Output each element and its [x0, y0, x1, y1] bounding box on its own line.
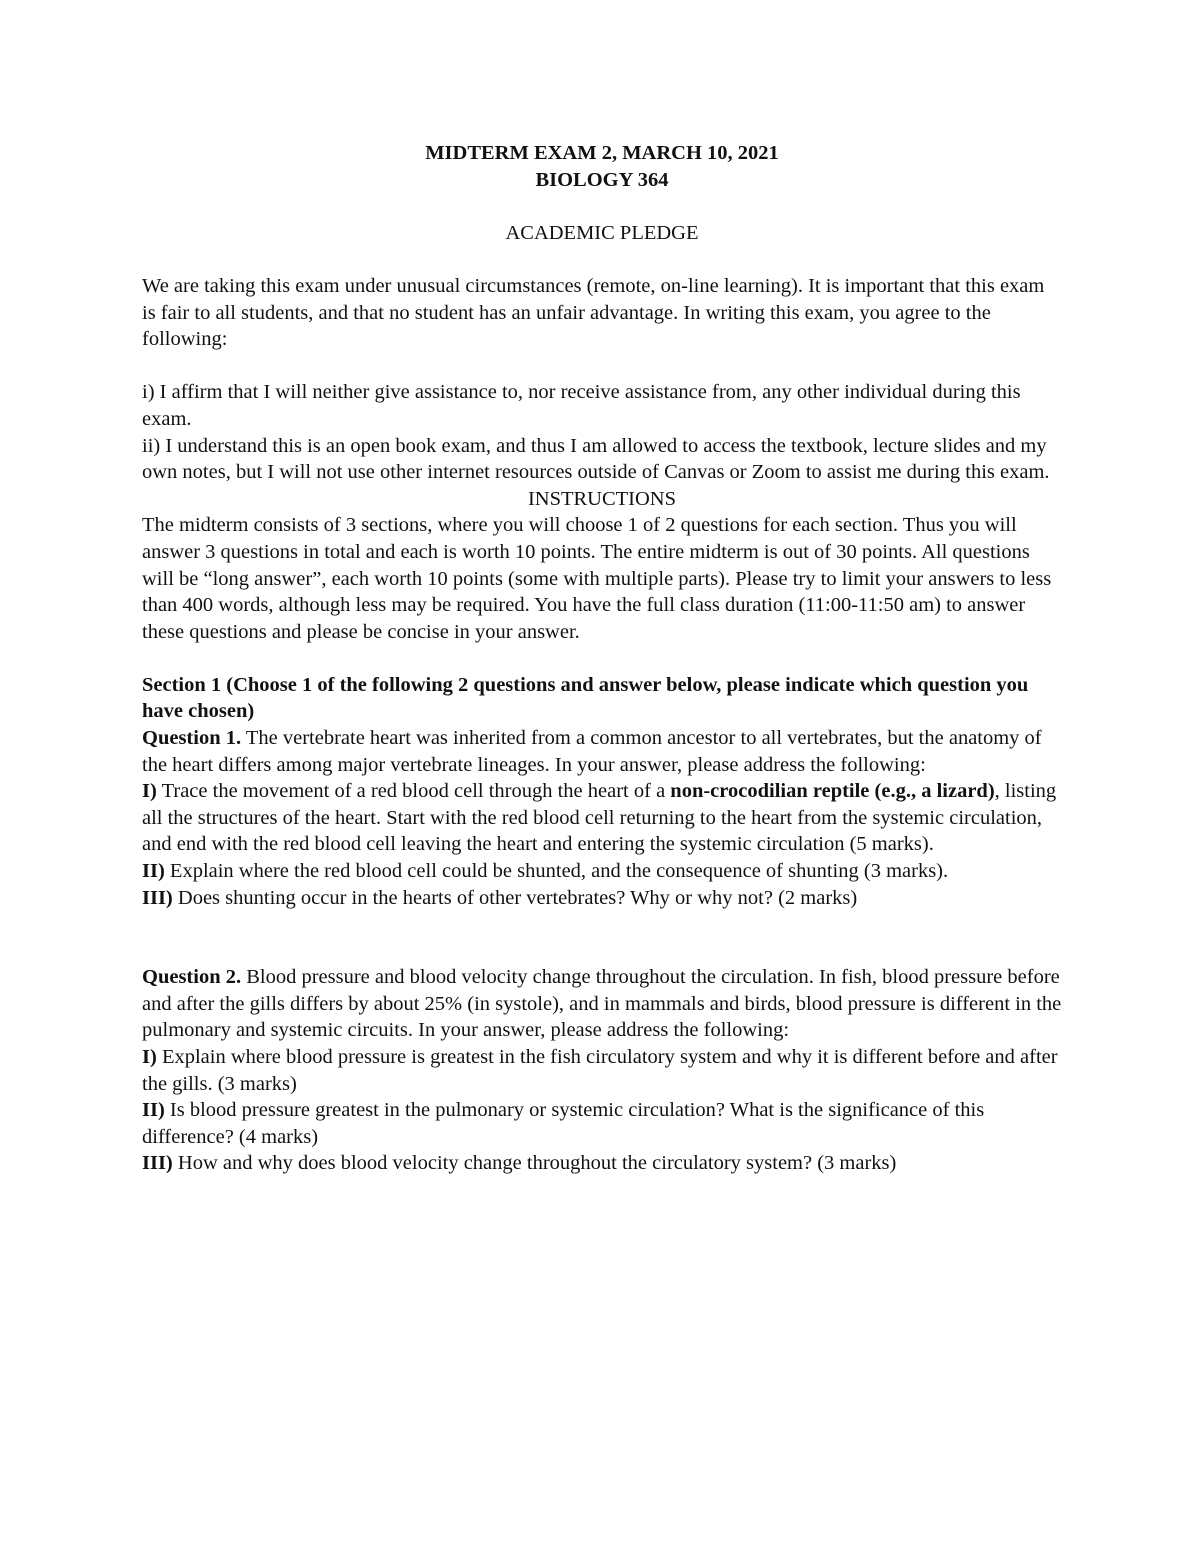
part-label: III): [142, 1152, 173, 1175]
part-text: Does shunting occur in the hearts of other vertebrates? Why or why not? (2 marks): [172, 886, 858, 909]
part-label: I): [142, 780, 157, 803]
part-label: II): [142, 1099, 165, 1122]
question-1-part-1: [142, 778, 1062, 858]
question-1-text: The vertebrate heart was inherited from a common ancestor to all vertebrates, but the anatomy of the heart differs among major vertebrate lineages. In your answer, please address the following:: [142, 727, 1042, 776]
question-2: [142, 964, 1062, 1044]
pledge-intro: We are taking this exam under unusual circumstances (remote, on-line learning). It is important that this exam is fair to all students, and that no student has an unfair advantage. In writing this exam, you agree to the following:: [142, 274, 1045, 351]
exam-title: MIDTERM EXAM 2, MARCH 10, 2021: [425, 142, 779, 164]
question-2-part-3: [142, 1150, 1062, 1177]
part-text: Is blood pressure greatest in the pulmonary or systemic circulation? What is the significance of this difference? (4 marks): [142, 1099, 985, 1148]
exam-document: [142, 140, 1062, 1177]
pledge-item-1: i) I affirm that I will neither give assistance to, nor receive assistance from, any other individual during this exam.: [142, 381, 1021, 430]
course-code: BIOLOGY 364: [535, 168, 669, 191]
part-label: III): [142, 886, 173, 909]
question-2-part-1: [142, 1044, 1062, 1097]
question-1-part-2: [142, 858, 1062, 885]
instructions-heading: INSTRUCTIONS: [527, 487, 677, 510]
part-label: II): [142, 860, 165, 883]
part-emphasis: non-crocodilian reptile (e.g., a lizard): [670, 780, 995, 803]
part-text: , listing all the structures of the heart. Start with the red blood cell returning to the heart from the systemic circulation, and end with the red blood cell leaving the heart and entering the systemic circulation (5 marks).: [142, 780, 1057, 856]
question-2-text: Blood pressure and blood velocity change throughout the circulation. In fish, blood pressure before and after the gills differs by about 25% (in systole), and in mammals and birds, blood pressure is different in the pulmonary and systemic circuits. In your answer, please address the following:: [142, 966, 1062, 1042]
part-text: Explain where blood pressure is greatest in the fish circulatory system and why it is different before and after the gills. (3 marks): [142, 1046, 1058, 1095]
question-1-label: Question 1.: [142, 727, 242, 750]
part-text: How and why does blood velocity change throughout the circulatory system? (3 marks): [172, 1152, 897, 1175]
pledge-heading: ACADEMIC PLEDGE: [505, 221, 699, 244]
question-1: [142, 725, 1062, 778]
instructions-body: The midterm consists of 3 sections, where you will choose 1 of 2 questions for each section. Thus you will answer 3 questions in total and each is worth 10 points. The entire midterm is out of 30 points. All questions will be “long answer”, each worth 10 points (some with multiple parts). Please try to limit your answers to less than 400 words, although less may be required. You have the full class duration (11:00-11:50 am) to answer these questions and please be concise in your answer.: [142, 514, 1052, 643]
question-1-part-3: [142, 885, 1062, 912]
part-text: Explain where the red blood cell could be shunted, and the consequence of shunting (3 marks).: [164, 860, 949, 883]
pledge-item-2: ii) I understand this is an open book exam, and thus I am allowed to access the textbook, lecture slides and my own notes, but I will not use other internet resources outside of Canvas or Zoom to assist me during this exam.: [142, 434, 1050, 484]
part-label: I): [142, 1046, 157, 1068]
question-2-part-2: [142, 1097, 1062, 1150]
question-2-label: Question 2.: [142, 966, 242, 989]
section-1-heading: Section 1 (Choose 1 of the following 2 questions and answer below, please indicate which question you have chosen): [142, 673, 1029, 723]
part-text: Trace the movement of a red blood cell through the heart of a: [156, 780, 671, 803]
